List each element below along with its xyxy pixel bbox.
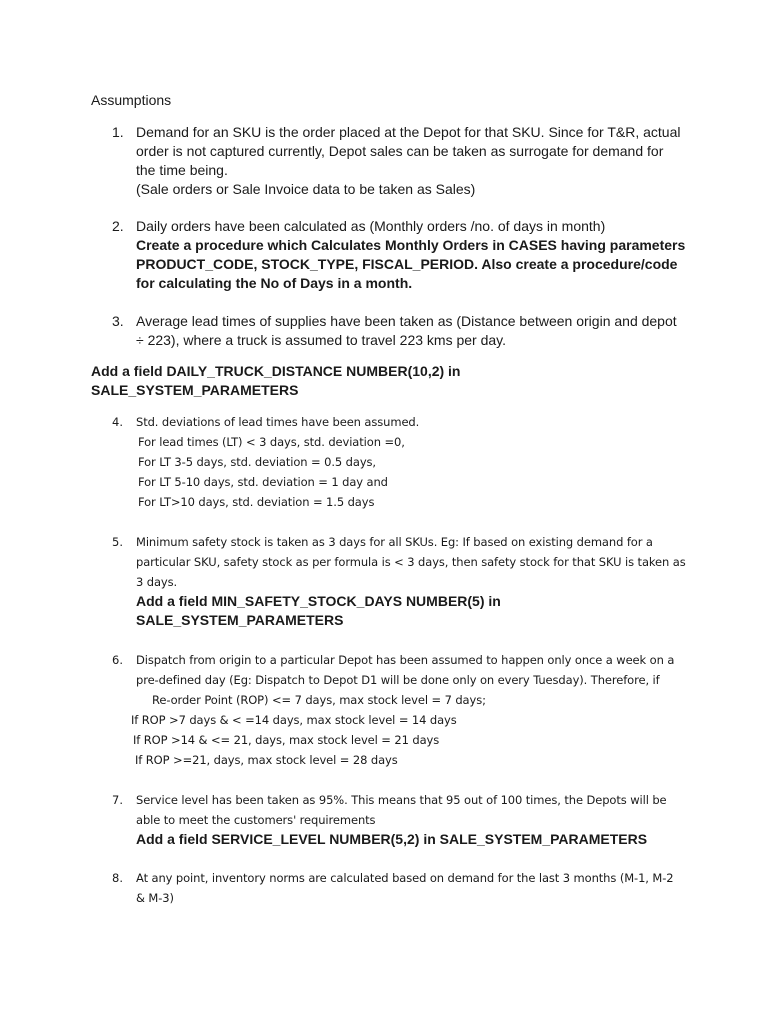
text-line: & M-3) [136, 891, 174, 905]
list-number: 7. [112, 793, 123, 807]
text-line: Minimum safety stock is taken as 3 days for all SKUs. Eg: If based on existing demand for a [136, 535, 653, 549]
bold-instruction-line: SALE_SYSTEM_PARAMETERS [91, 382, 299, 398]
list-item-text [136, 790, 696, 849]
page-heading: Assumptions [91, 92, 172, 108]
text-line: the time being. [136, 162, 228, 178]
list-number: 3. [112, 313, 124, 329]
list-item-text [136, 217, 696, 293]
text-line: Dispatch from origin to a particular Depot has been assumed to happen only once a week on a [136, 653, 675, 667]
text-line: able to meet the customers' requirements [136, 813, 376, 827]
rule-line: If ROP >14 & <= 21, days, max stock level = 21 days [133, 733, 440, 747]
rule-line: If ROP >=21, days, max stock level = 28 days [135, 753, 398, 767]
list-item-text [136, 123, 696, 199]
list-item-text [136, 868, 696, 908]
add-field-instruction [91, 362, 460, 400]
text-line: pre-defined day (Eg: Dispatch to Depot D1 will be done only on every Tuesday). Therefore, if [136, 673, 660, 687]
list-number: 4. [112, 415, 123, 429]
text-line: At any point, inventory norms are calculated based on demand for the last 3 months (M-1, M-2 [136, 871, 674, 885]
text-line: Average lead times of supplies have been taken as (Distance between origin and depot [136, 313, 677, 329]
text-line: order is not captured currently, Depot sales can be taken as surrogate for demand for [136, 143, 664, 159]
rule-line: Re-order Point (ROP) <= 7 days, max stock level = 7 days; [152, 693, 486, 707]
text-line: (Sale orders or Sale Invoice data to be taken as Sales) [136, 181, 476, 197]
text-line: 3 days. [136, 575, 178, 589]
text-line: Daily orders have been calculated as (Monthly orders /no. of days in month) [136, 218, 606, 234]
bold-instruction-line: Add a field MIN_SAFETY_STOCK_DAYS NUMBER(5) in [136, 593, 501, 609]
text-line: For LT 5-10 days, std. deviation = 1 day and [138, 475, 388, 489]
bold-instruction-line: Create a procedure which Calculates Monthly Orders in CASES having parameters [136, 237, 686, 253]
bold-instruction-line: for calculating the No of Days in a month. [136, 275, 413, 291]
list-number: 8. [112, 871, 123, 885]
text-line: Demand for an SKU is the order placed at the Depot for that SKU. Since for T&R, actual [136, 124, 681, 140]
list-number: 6. [112, 653, 123, 667]
list-item-text [136, 532, 696, 630]
list-number: 2. [112, 218, 124, 234]
rule-line: If ROP >7 days & < =14 days, max stock level = 14 days [131, 713, 457, 727]
bold-instruction-line: Add a field DAILY_TRUCK_DISTANCE NUMBER(10,2) in [91, 363, 461, 379]
text-line: For LT 3-5 days, std. deviation = 0.5 days, [138, 455, 376, 469]
list-number: 5. [112, 535, 123, 549]
list-item-text [131, 650, 696, 770]
text-line: For LT>10 days, std. deviation = 1.5 days [138, 495, 375, 509]
list-item-text [136, 312, 696, 350]
text-line: particular SKU, safety stock as per formula is < 3 days, then safety stock for that SKU is taken as [136, 555, 686, 569]
list-item-text [136, 412, 696, 512]
list-number: 1. [112, 124, 124, 140]
bold-instruction-line: Add a field SERVICE_LEVEL NUMBER(5,2) in SALE_SYSTEM_PARAMETERS [136, 831, 648, 847]
bold-instruction-line: PRODUCT_CODE, STOCK_TYPE, FISCAL_PERIOD. Also create a procedure/code [136, 256, 678, 272]
text-line: ÷ 223), where a truck is assumed to travel 223 kms per day. [136, 332, 507, 348]
text-line: For lead times (LT) < 3 days, std. deviation =0, [138, 435, 405, 449]
text-line: Service level has been taken as 95%. This means that 95 out of 100 times, the Depots will be [136, 793, 667, 807]
text-line: Std. deviations of lead times have been assumed. [136, 415, 420, 429]
bold-instruction-line: SALE_SYSTEM_PARAMETERS [136, 612, 344, 628]
